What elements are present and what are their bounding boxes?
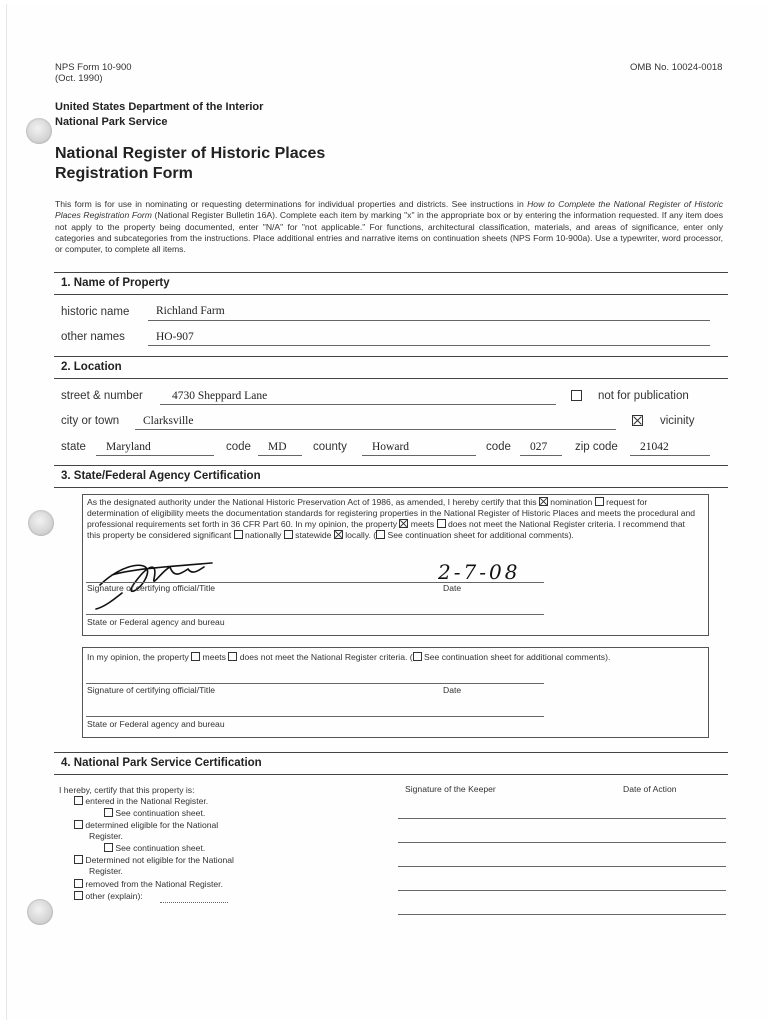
other-option: other (explain): (74, 891, 143, 902)
county-value[interactable]: Howard (372, 441, 410, 453)
eligible-option-cont: Register. (89, 831, 123, 841)
keeper-line-5[interactable] (398, 914, 726, 915)
zip-value[interactable]: 21042 (640, 441, 669, 453)
form-title: National Register of Historic Places (55, 145, 326, 162)
determination-request-checkbox[interactable] (595, 497, 604, 506)
continuation-sheet-checkbox[interactable] (376, 530, 385, 539)
commenting-opinion-text: In my opinion, the property meets does not meet the National Register criteria. ( See continuation sheet for additional comments). (87, 652, 611, 662)
eligible-option: determined eligible for the National (74, 820, 218, 831)
bureau2-label: State or Federal agency and bureau (87, 719, 225, 729)
date2-label: Date (443, 685, 462, 695)
section1-top-rule (54, 272, 728, 273)
form-number: NPS Form 10-900 (55, 62, 132, 73)
keeper-line-2[interactable] (398, 842, 726, 843)
county-code-value[interactable]: 027 (530, 441, 548, 453)
keeper-line-3[interactable] (398, 866, 726, 867)
opinion-meets-checkbox[interactable] (191, 652, 200, 661)
state-line (96, 455, 214, 456)
bureau2-line (86, 716, 544, 717)
county-label: county (313, 441, 347, 453)
county-line (362, 455, 476, 456)
not-eligible-option-cont: Register. (89, 866, 123, 876)
zip-line (630, 455, 710, 456)
section4-top-rule (54, 752, 728, 753)
other-names-label: other names (61, 331, 125, 343)
historic-name-value[interactable]: Richland Farm (156, 305, 225, 317)
other-checkbox[interactable] (74, 891, 83, 900)
state-code-label: code (226, 441, 251, 453)
other-names-value[interactable]: HO-907 (156, 331, 194, 343)
removed-option: removed from the National Register. (74, 879, 223, 890)
signature2-label: Signature of certifying official/Title (87, 685, 216, 695)
opinion-continuation-checkbox[interactable] (413, 652, 422, 661)
section4-bottom-rule (54, 774, 728, 775)
intro-paragraph: This form is for use in nominating or requesting determinations for individual properties and districts. See instructions in How to Complete the National Register of Historic Places Registration Form (National Register Bulletin 16A). Complete each item by marking "x" in the appropriate box or by entering the information requested. If any item does not apply to the property being documented, enter "N/A" for "not applicable." For functions, architectural classification, materials, and areas of significance, enter only categories and subcategories from the instructions. Place additional entries and narrative items on continuation sheets (NPS Form 10-900a). Use a typewriter, word processor, or computer, to complete all items. (55, 199, 723, 255)
state-value[interactable]: Maryland (106, 441, 151, 453)
section1-title: 1. Name of Property (61, 277, 170, 289)
locally-checkbox[interactable] (334, 530, 343, 539)
not-eligible-checkbox[interactable] (74, 855, 83, 864)
see-continuation-2-checkbox[interactable] (104, 843, 113, 852)
omb-number: OMB No. 10024-0018 (630, 62, 723, 73)
other-names-line (148, 345, 710, 346)
handwritten-date: 2-7-08 (438, 560, 521, 584)
section4-title: 4. National Park Service Certification (61, 757, 262, 769)
keeper-label: Signature of the Keeper (405, 784, 496, 794)
service-name: National Park Service (55, 116, 168, 128)
entered-checkbox[interactable] (74, 796, 83, 805)
section3-bottom-rule (54, 487, 728, 488)
signature2-line (86, 683, 544, 684)
nationally-checkbox[interactable] (234, 530, 243, 539)
not-for-publication-checkbox[interactable] (571, 390, 582, 401)
punch-hole-top (26, 118, 52, 144)
zip-label: zip code (575, 441, 618, 453)
punch-hole-middle (28, 510, 54, 536)
statewide-checkbox[interactable] (284, 530, 293, 539)
meets-checkbox[interactable] (399, 519, 408, 528)
city-line (135, 429, 616, 430)
not-eligible-option: Determined not eligible for the National (74, 855, 234, 866)
not-for-publication-label: not for publication (598, 390, 689, 402)
other-explain-line[interactable] (160, 902, 228, 903)
historic-name-line (148, 320, 710, 321)
see-continuation-1: See continuation sheet. (104, 808, 205, 819)
form-subtitle: Registration Form (55, 165, 193, 182)
see-continuation-1-checkbox[interactable] (104, 808, 113, 817)
section2-title: 2. Location (61, 361, 122, 373)
state-certification-text: As the designated authority under the National Historic Preservation Act of 1986, as amended, I hereby certify that this nomination request for determination of eligibility meets the documentation standards for registering properties in the National Register of Historic Places and meets the procedural and professional requirements set forth in 36 CFR Part 60. In my opinion, the property meets does not meet the National Register criteria. I recommend that this property be considered significant nationally statewide locally. ( See continuation sheet for additional comments). (87, 497, 696, 540)
vicinity-label: vicinity (660, 415, 695, 427)
does-not-meet-checkbox[interactable] (437, 519, 446, 528)
keeper-line-4[interactable] (398, 890, 726, 891)
county-code-line (520, 455, 562, 456)
action-date-label: Date of Action (623, 784, 677, 794)
bureau-line (86, 614, 544, 615)
signature-label: Signature of certifying official/Title (87, 583, 216, 593)
state-code-line (258, 455, 302, 456)
section3-top-rule (54, 465, 728, 466)
keeper-line-1[interactable] (398, 818, 726, 819)
street-line (160, 404, 556, 405)
section2-top-rule (54, 356, 728, 357)
section2-bottom-rule (54, 378, 728, 379)
state-label: state (61, 441, 86, 453)
form-date: (Oct. 1990) (55, 73, 103, 84)
eligible-checkbox[interactable] (74, 820, 83, 829)
removed-checkbox[interactable] (74, 879, 83, 888)
section1-bottom-rule (54, 294, 728, 295)
historic-name-label: historic name (61, 306, 130, 318)
date-label: Date (443, 583, 462, 593)
state-code-value[interactable]: MD (268, 441, 287, 453)
county-code-label: code (486, 441, 511, 453)
punch-hole-bottom (27, 899, 53, 925)
vicinity-checkbox[interactable] (632, 415, 643, 426)
nomination-checkbox[interactable] (539, 497, 548, 506)
entered-option: entered in the National Register. (74, 796, 208, 807)
street-label: street & number (61, 390, 143, 402)
section3-title: 3. State/Federal Agency Certification (61, 470, 261, 482)
city-value[interactable]: Clarksville (143, 415, 194, 427)
department-name: United States Department of the Interior (55, 101, 264, 113)
street-value[interactable]: 4730 Sheppard Lane (172, 390, 268, 402)
opinion-does-not-meet-checkbox[interactable] (228, 652, 237, 661)
bureau-label: State or Federal agency and bureau (87, 617, 225, 627)
nps-cert-intro: I hereby, certify that this property is: (59, 785, 195, 795)
see-continuation-2: See continuation sheet. (104, 843, 205, 854)
city-label: city or town (61, 415, 120, 427)
